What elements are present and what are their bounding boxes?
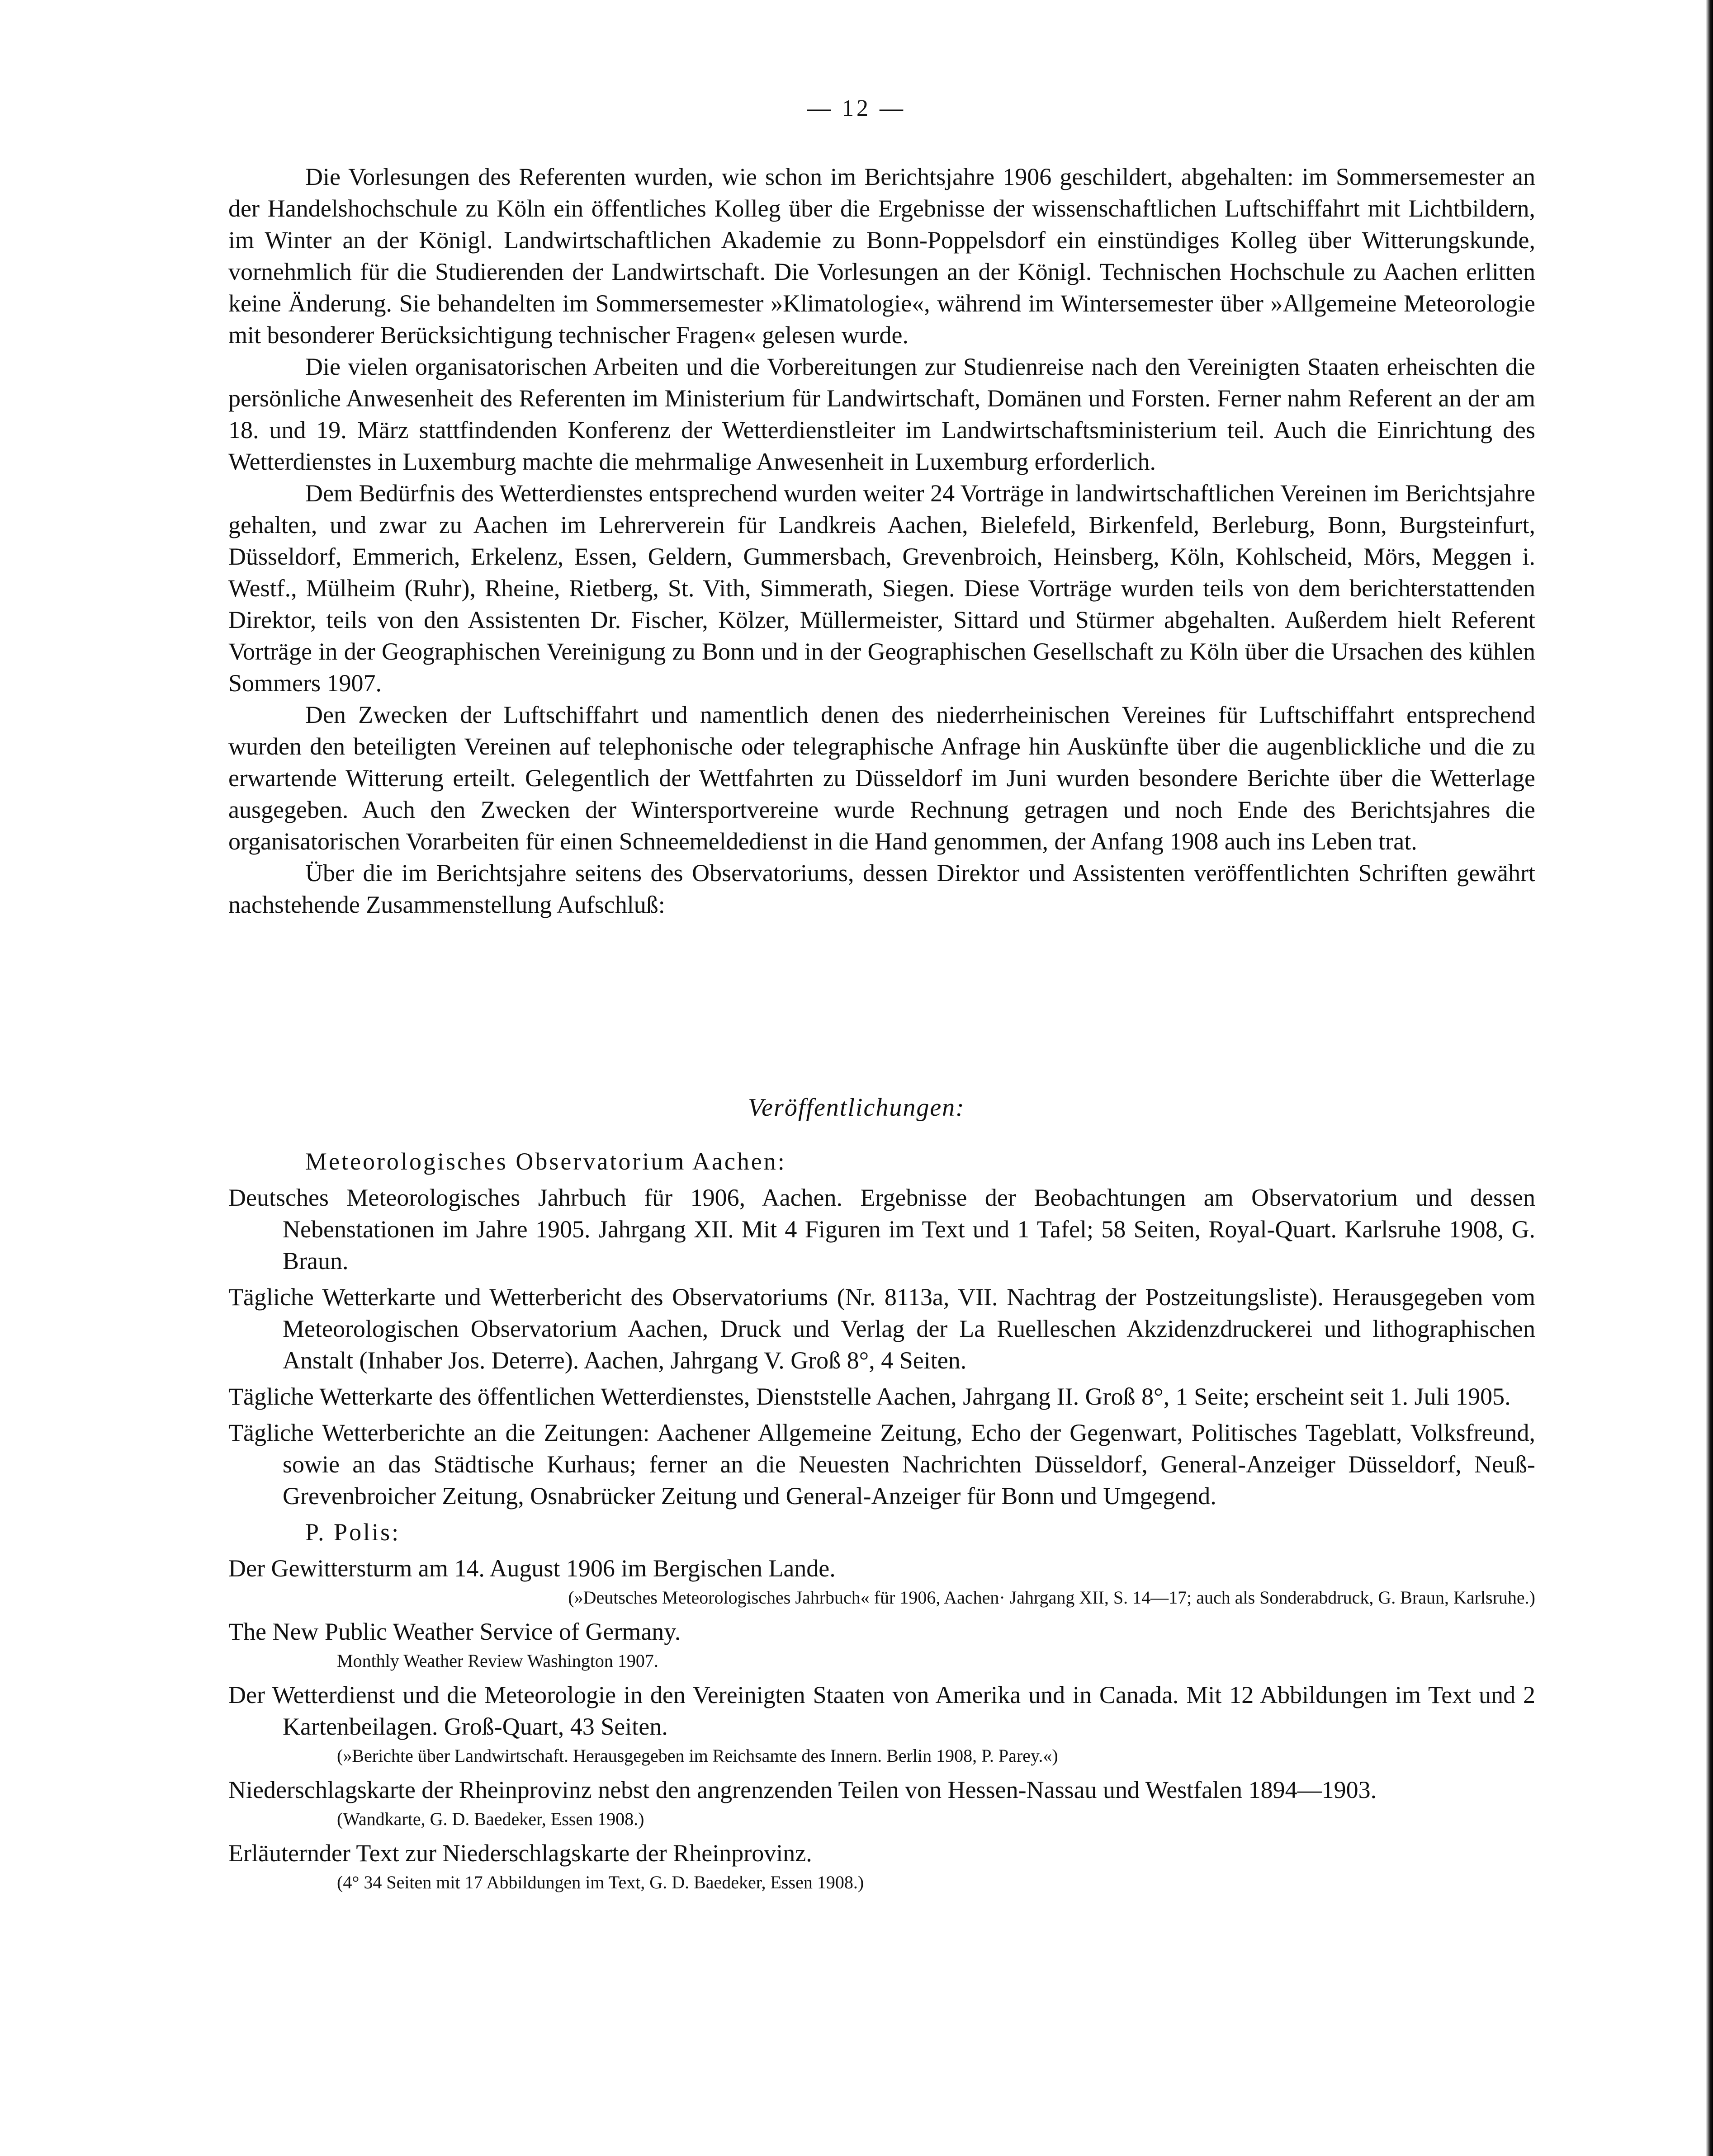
paragraph-aviation: Den Zwecken der Luftschiffahrt und namentlich denen des niederrheinischen Vereines für Luftschiffahrt entsprechend wurden den beteiligten Vereinen auf telephonische oder telegraphische Anfrage hin Auskünfte über die augenblickliche und die zu erwartende Witterung erteilt. Gelegentlich der Wettfahrten zu Düsseldorf im Juni wurden besondere Berichte über die Wetterlage ausgegeben. Auch den Zwecken der Wintersportvereine wurde Rechnung getragen und noch Ende des Berichtsjahres die organisatorischen Vorarbeiten für einen Schneemeldedienst in die Hand genommen, der Anfang 1908 auch ins Leben trat. [228, 701, 1535, 855]
publication-entry: Tägliche Wetterkarte des öffentlichen Wetterdienstes, Dienststelle Aachen, Jahrgang II. Groß 8°, 1 Seite; erscheint seit 1. Juli 1905. [228, 1383, 1511, 1410]
paragraph-publications-intro: Über die im Berichtsjahre seitens des Observatoriums, dessen Direktor und Assistenten veröffentlichten Schriften gewährt nachstehende Zusammenstellung Aufschluß: [228, 859, 1535, 918]
page-number: — 12 — [807, 95, 906, 121]
publication-note: (»Deutsches Meteorologisches Jahrbuch« für 1906, Aachen· Jahrgang XII, S. 14—17; auch als Sonderabdruck, G. Braun, Karlsruhe.) [568, 1587, 1535, 1608]
report-text [228, 161, 1535, 920]
publication-note: Monthly Weather Review Washington 1907. [337, 1651, 658, 1671]
publication-entry: Tägliche Wetterkarte und Wetterbericht des Observatoriums (Nr. 8113a, VII. Nachtrag der Postzeitungsliste). Herausgegeben vom Meteorologischen Observatorium Aachen, Druck und Verlag der La Ruelleschen Akzidenzdruckerei und lithographischen Anstalt (Inhaber Jos. Deterre). Aachen, Jahrgang V. Groß 8°, 4 Seiten. [228, 1283, 1535, 1374]
paragraph-lectures: Die Vorlesungen des Referenten wurden, wie schon im Berichtsjahre 1906 geschildert, abgehalten: im Sommersemester an der Handelshochschule zu Köln ein öffentliches Kolleg über die Ergebnisse der wissenschaftlichen Luftschiffahrt mit Lichtbildern, im Winter an der Königl. Landwirtschaftlichen Akademie zu Bonn-Poppelsdorf ein einstündiges Kolleg über Witterungskunde, vornehmlich für die Studierenden der Landwirtschaft. Die Vorlesungen an der Königl. Technischen Hochschule zu Aachen erlitten keine Änderung. Sie behandelten im Sommersemester »Klimatologie«, während im Wintersemester über »Allgemeine Meteorologie mit besonderer Berücksichtigung technischer Fragen« gelesen wurde. [228, 163, 1535, 349]
publication-note: (»Berichte über Landwirtschaft. Herausgegeben im Reichsamte des Innern. Berlin 1908, P. Parey.«) [337, 1746, 1058, 1766]
author-heading: P. Polis: [305, 1519, 401, 1546]
publication-title: Niederschlagskarte der Rheinprovinz nebst den angrenzenden Teilen von Hessen-Nassau und Westfalen 1894—1903. [228, 1776, 1377, 1803]
publication-title: The New Public Weather Service of Germany. [228, 1618, 681, 1645]
publication-title: Der Gewittersturm am 14. August 1906 im Bergischen Lande. [228, 1555, 836, 1582]
publication-title: Der Wetterdienst und die Meteorologie in den Vereinigten Staaten von Amerika und in Canada. Mit 12 Abbildungen im Text und 2 Kartenbeilagen. Groß-Quart, 43 Seiten. [228, 1681, 1535, 1740]
publication-title: Erläuternder Text zur Niederschlagskarte der Rheinprovinz. [228, 1840, 812, 1867]
publication-entry: Deutsches Meteorologisches Jahrbuch für 1906, Aachen. Ergebnisse der Beobachtungen am Observatorium und dessen Nebenstationen im Jahre 1905. Jahrgang XII. Mit 4 Figuren im Text und 1 Tafel; 58 Seiten, Royal-Quart. Karlsruhe 1908, G. Braun. [228, 1184, 1535, 1274]
publications-heading: Veröffentlichungen: [748, 1094, 965, 1122]
publications-list [228, 1146, 1535, 1899]
paragraph-organisation: Die vielen organisatorischen Arbeiten und die Vorbereitungen zur Studienreise nach den Vereinigten Staaten erheischten die persönliche Anwesenheit des Referenten im Ministerium für Landwirtschaft, Domänen und Forsten. Ferner nahm Referent an der am 18. und 19. März stattfindenden Konferenz der Wetterdienstleiter im Landwirtschaftsministerium teil. Auch die Einrichtung des Wetterdienstes in Luxemburg machte die mehrmalige Anwesenheit in Luxemburg erforderlich. [228, 353, 1535, 475]
paragraph-talks: Dem Bedürfnis des Wetterdienstes entsprechend wurden weiter 24 Vorträge in landwirtschaftlichen Vereinen im Berichtsjahre gehalten, und zwar zu Aachen im Lehrerverein für Landkreis Aachen, Bielefeld, Birkenfeld, Berleburg, Bonn, Burgsteinfurt, Düsseldorf, Emmerich, Erkelenz, Essen, Geldern, Gummersbach, Grevenbroich, Heinsberg, Köln, Kohlscheid, Mörs, Meggen i. Westf., Mülheim (Ruhr), Rheine, Rietberg, St. Vith, Simmerath, Siegen. Diese Vorträge wurden teils von dem berichterstattenden Direktor, teils von den Assistenten Dr. Fischer, Kölzer, Müllermeister, Sittard und Stürmer abgehalten. Außerdem hielt Referent Vorträge in der Geographischen Vereinigung zu Bonn und in der Geographischen Gesellschaft zu Köln über die Ursachen des kühlen Sommers 1907. [228, 480, 1535, 697]
publication-note: (4° 34 Seiten mit 17 Abbildungen im Text, G. D. Baedeker, Essen 1908.) [337, 1872, 864, 1892]
scan-edge-shadow [1706, 0, 1713, 2156]
observatory-heading: Meteorologisches Observatorium Aachen: [305, 1148, 786, 1175]
publication-note: (Wandkarte, G. D. Baedeker, Essen 1908.) [337, 1809, 644, 1829]
publication-entry: Tägliche Wetterberichte an die Zeitungen: Aachener Allgemeine Zeitung, Echo der Gegenwart, Politisches Tageblatt, Volksfreund, sowie an das Städtische Kurhaus; ferner an die Neuesten Nachrichten Düsseldorf, General-Anzeiger Düsseldorf, Neuß-Grevenbroicher Zeitung, Osnabrücker Zeitung und General-Anzeiger für Bonn und Umgegend. [228, 1419, 1535, 1510]
